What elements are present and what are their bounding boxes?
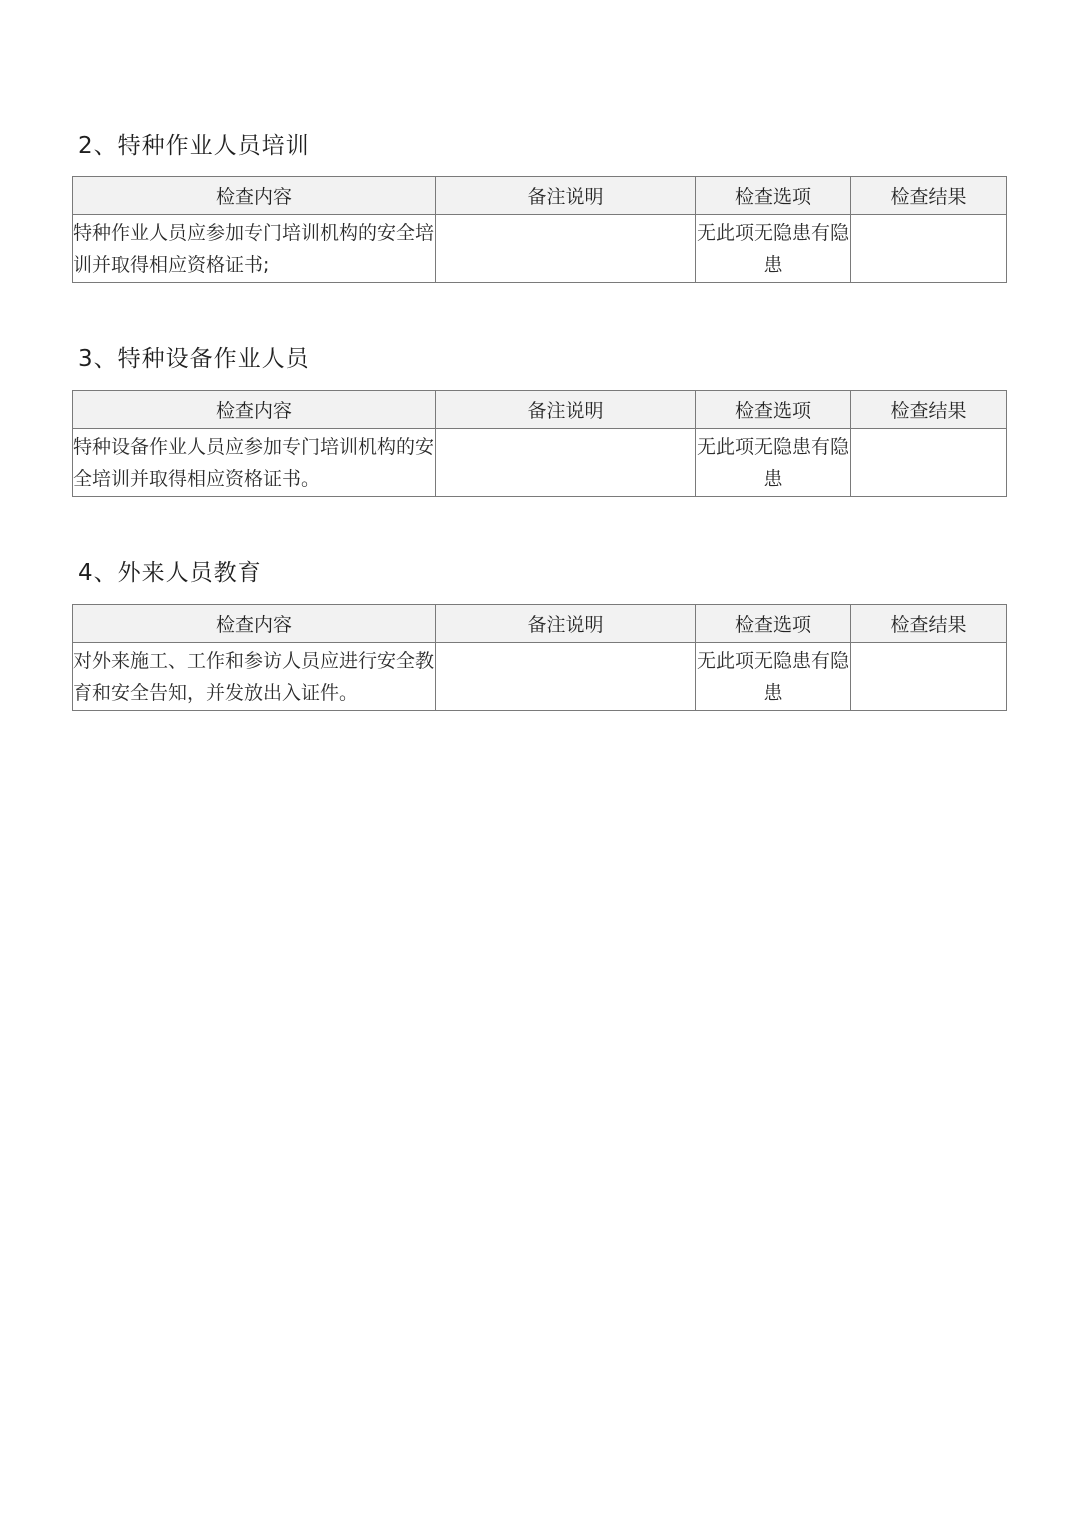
result-cell[interactable] [851,643,1007,711]
note-cell[interactable] [436,215,696,283]
section-title: 2、特种作业人员培训 [78,133,310,159]
header-note: 备注说明 [436,177,696,215]
header-result: 检查结果 [851,391,1007,429]
table-header-row [73,177,1007,215]
option-cell[interactable]: 无此项无隐患有隐患 [696,643,851,711]
header-result: 检查结果 [851,605,1007,643]
header-content: 检查内容 [73,605,436,643]
note-cell[interactable] [436,643,696,711]
header-result: 检查结果 [851,177,1007,215]
header-option: 检查选项 [696,605,851,643]
table-header-row [73,605,1007,643]
section-title: 4、外来人员教育 [78,560,262,586]
header-note: 备注说明 [436,605,696,643]
header-content: 检查内容 [73,177,436,215]
header-option: 检查选项 [696,177,851,215]
inspection-table [72,604,1007,711]
table-row [73,429,1007,497]
option-cell[interactable]: 无此项无隐患有隐患 [696,215,851,283]
table-row [73,643,1007,711]
result-cell[interactable] [851,429,1007,497]
table-row [73,215,1007,283]
section-title: 3、特种设备作业人员 [78,346,310,372]
inspection-table [72,390,1007,497]
header-note: 备注说明 [436,391,696,429]
table-header-row [73,391,1007,429]
header-content: 检查内容 [73,391,436,429]
content-cell: 特种设备作业人员应参加专门培训机构的安全培训并取得相应资格证书。 [73,429,436,497]
option-cell[interactable]: 无此项无隐患有隐患 [696,429,851,497]
inspection-table [72,176,1007,283]
result-cell[interactable] [851,215,1007,283]
note-cell[interactable] [436,429,696,497]
content-cell: 对外来施工、工作和参访人员应进行安全教育和安全告知，并发放出入证件。 [73,643,436,711]
content-cell: 特种作业人员应参加专门培训机构的安全培训并取得相应资格证书; [73,215,436,283]
header-option: 检查选项 [696,391,851,429]
